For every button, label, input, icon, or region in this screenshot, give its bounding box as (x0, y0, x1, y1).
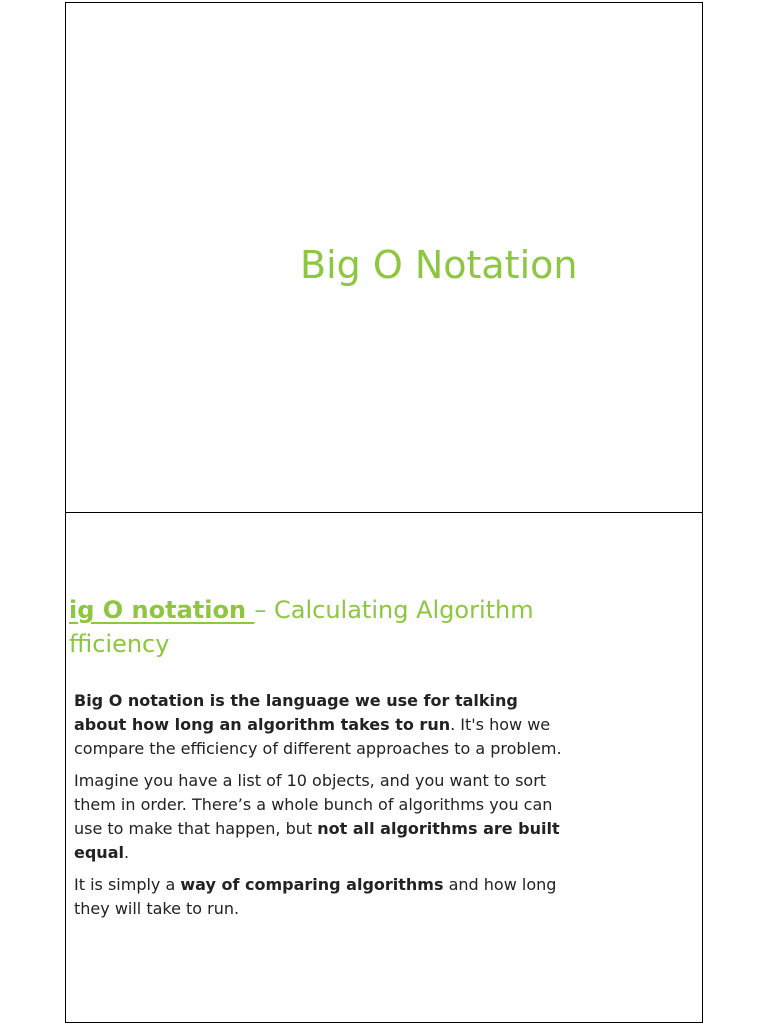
paragraph-definition-text: . It's how we compare the efficiency of different approaches to a problem. (74, 715, 562, 758)
slide-body (74, 689, 574, 929)
title-slide (65, 2, 703, 513)
paragraph-example-bold: not all algorithms are built equal (74, 819, 560, 862)
paragraph-summary (74, 873, 574, 921)
heading-rest: – Calculating Algorithm (254, 596, 534, 624)
heading-line2: fficiency (69, 630, 170, 658)
paragraph-example (74, 769, 574, 865)
paragraph-summary-end: and how long they will take to run. (74, 875, 557, 918)
paragraph-summary-bold: way of comparing algorithms (180, 875, 444, 894)
slide-title: Big O Notation (300, 243, 578, 287)
paragraph-example-text: Imagine you have a list of 10 objects, and you want to sort them in order. There’s a whole bunch of algorithms you can use to make that happen, but (74, 771, 553, 838)
paragraph-summary-text: It is simply a (74, 875, 181, 894)
slide-heading (69, 593, 534, 661)
paragraph-definition-bold: Big O notation is the language we use for talking about how long an algorithm takes to run (74, 691, 518, 734)
heading-lead: ig O notation (69, 596, 255, 624)
paragraph-definition (74, 689, 574, 761)
paragraph-example-end: . (123, 843, 130, 862)
content-slide (65, 512, 703, 1023)
